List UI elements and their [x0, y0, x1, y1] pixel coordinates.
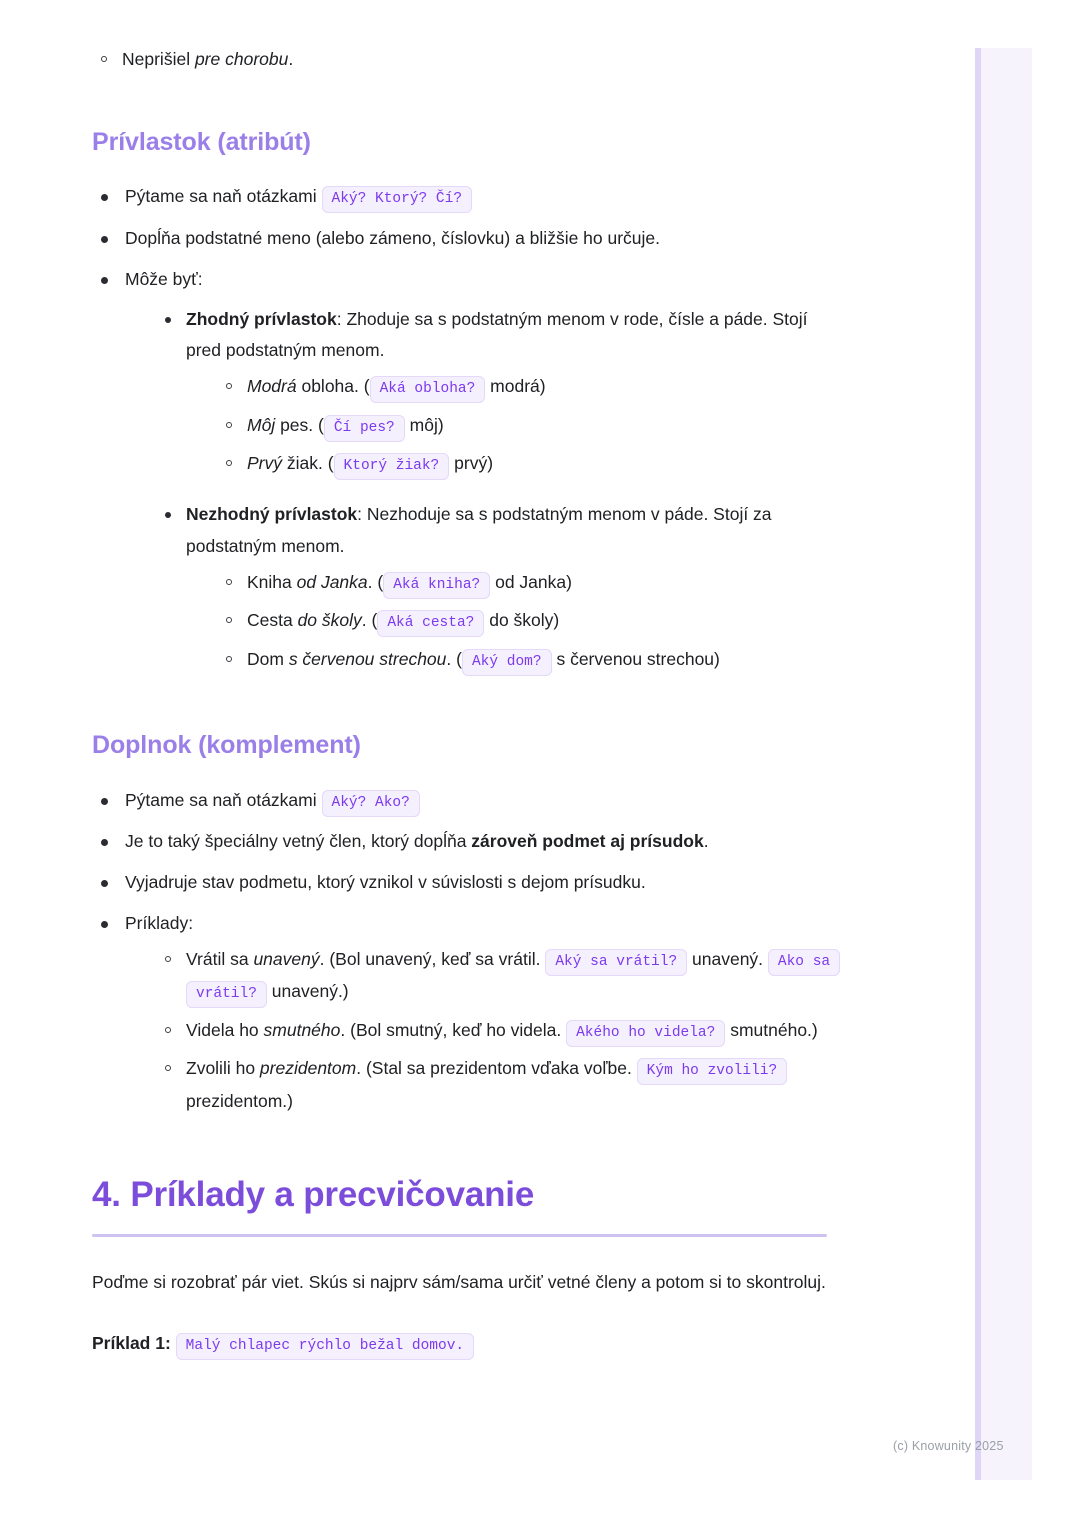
- bullet-text: Vyjadruje stav podmetu, ktorý vznikol v súvislosti s dejom prísudku.: [125, 872, 646, 893]
- example-text: . (: [446, 648, 462, 669]
- example-emphasis: Môj: [247, 414, 276, 435]
- bullet-bold: zároveň podmet aj prísudok: [471, 831, 704, 852]
- subtype-body: : Zhoduje sa s podstatným menom v rode, čísle a páde. Stojí pred podstatným menom.: [186, 308, 808, 361]
- list-item: [92, 785, 838, 818]
- example-emphasis: s červenou strechou: [288, 648, 447, 669]
- section-practice: [0, 1173, 930, 1237]
- privlastok-bullets: [0, 181, 930, 676]
- example-mid: unavený.: [687, 948, 768, 969]
- example-answer: prezidentom.): [186, 1091, 293, 1111]
- question-chip: Aký? Ako?: [322, 790, 420, 817]
- spacer: [0, 1237, 930, 1267]
- question-chip: Aký? Ktorý? Čí?: [322, 186, 473, 213]
- list-item: [156, 304, 838, 481]
- doplnok-bullets: [0, 785, 930, 1118]
- list-item: [156, 499, 838, 676]
- list-item: [217, 371, 838, 404]
- example-text: Dom: [247, 648, 289, 669]
- privlastok-subtypes: [156, 304, 838, 677]
- list-item: [217, 410, 838, 443]
- nezhodny-examples: [217, 567, 838, 677]
- list-item: [156, 1053, 838, 1117]
- zhodny-examples: [217, 371, 838, 481]
- example-line: [92, 1328, 838, 1361]
- question-chip: Akého ho videla?: [566, 1020, 725, 1047]
- list-item: [92, 223, 838, 255]
- example-sentence-chip: Malý chlapec rýchlo bežal domov.: [176, 1333, 474, 1360]
- bullet-text: Môže byť:: [125, 268, 203, 289]
- example-emphasis: Modrá: [247, 376, 297, 397]
- example-emphasis: smutného: [263, 1019, 341, 1040]
- list-item: [92, 181, 838, 214]
- subtype-label: Nezhodný prívlastok: [186, 503, 358, 524]
- question-chip: Čí pes?: [324, 415, 405, 442]
- page-title: 4. Príklady a precvičovanie: [92, 1174, 535, 1214]
- question-chip: Aká kniha?: [383, 572, 490, 599]
- spacer: [0, 762, 930, 785]
- subtype-label: Zhodný prívlastok: [186, 308, 337, 329]
- example-answer: modrá): [485, 376, 546, 397]
- subtype-body: : Nezhoduje sa s podstatným menom v páde. Stojí za podstatným menom.: [186, 503, 772, 556]
- example-answer: do školy): [484, 610, 560, 631]
- list-item: [156, 944, 838, 1009]
- example-text: . (: [361, 610, 378, 631]
- example-label: Príklad 1:: [92, 1333, 171, 1354]
- privlastok-list: [92, 181, 838, 676]
- example-emphasis: prezidentom: [259, 1058, 357, 1079]
- right-edge-panel: [975, 48, 1032, 1480]
- example-text: . (Bol smutný, keď ho videla.: [340, 1019, 567, 1040]
- example-text: Videla ho: [186, 1019, 264, 1040]
- example-answer: prvý): [449, 453, 494, 474]
- example-text: . (Bol unavený, keď sa vrátil.: [319, 948, 546, 969]
- bullet-text: Pýtame sa naň otázkami: [125, 789, 317, 810]
- bullet-text: Dopĺňa podstatné meno (alebo zámeno, číslovku) a bližšie ho určuje.: [125, 227, 661, 248]
- question-chip: Aký dom?: [462, 649, 552, 676]
- list-item: [217, 605, 838, 638]
- example-answer: môj): [404, 414, 444, 435]
- example-text: . (Stal sa prezidentom vďaka voľbe.: [356, 1058, 637, 1079]
- list-item: [92, 264, 838, 677]
- fragment-text-before: Neprišiel: [122, 49, 195, 69]
- question-chip: Aký sa vrátil?: [545, 949, 687, 976]
- list-item: [217, 448, 838, 481]
- spacer: [0, 82, 930, 126]
- example-answer: od Janka): [490, 571, 572, 592]
- example-text: Vrátil sa: [186, 948, 254, 969]
- section-privlastok: [0, 126, 930, 159]
- practice-intro: Poďme si rozobrať pár viet. Skús si najprv sám/sama určiť vetné členy a potom si to skontroluj.: [92, 1271, 826, 1292]
- spacer: [0, 1127, 930, 1173]
- example-text: obloha. (: [296, 376, 370, 397]
- question-chip: Aká cesta?: [377, 610, 484, 637]
- list-item: [92, 867, 838, 899]
- section-doplnok: [0, 729, 930, 762]
- section-heading-doplnok: Doplnok (komplement): [92, 731, 361, 760]
- doplnok-list: [92, 785, 838, 1118]
- list-item: [156, 1015, 838, 1048]
- example-emphasis: unavený: [253, 948, 320, 969]
- section-heading-privlastok: Prívlastok (atribút): [92, 127, 311, 156]
- example-emphasis: od Janka: [296, 571, 368, 592]
- question-chip: Ktorý žiak?: [334, 453, 450, 480]
- spacer: [0, 685, 930, 729]
- bullet-text: .: [703, 831, 709, 852]
- practice-example-block: [0, 1328, 930, 1361]
- example-text: Zvolili ho: [186, 1058, 260, 1079]
- example-text: pes. (: [275, 414, 324, 435]
- fragment-emphasis: pre chorobu: [194, 49, 289, 69]
- fragment-text-after: .: [288, 49, 294, 69]
- example-emphasis: do školy: [297, 610, 362, 631]
- list-item: [217, 567, 838, 600]
- continued-list: [92, 44, 838, 76]
- right-edge-accent-line: [975, 48, 981, 1480]
- spacer: [0, 158, 930, 181]
- example-text: Cesta: [247, 610, 298, 631]
- example-text: . (: [367, 571, 384, 592]
- copyright-watermark: (c) Knowunity 2025: [893, 1439, 1004, 1453]
- example-answer: smutného.): [725, 1019, 818, 1040]
- continued-list-block: [0, 44, 930, 76]
- question-chip: Aká obloha?: [370, 376, 486, 403]
- example-text: Kniha: [247, 571, 297, 592]
- practice-intro-block: [0, 1267, 930, 1299]
- list-item: [92, 826, 838, 858]
- bullet-text: Pýtame sa naň otázkami: [125, 186, 317, 207]
- bullet-text: Je to taký špeciálny vetný člen, ktorý dopĺňa: [125, 831, 472, 852]
- question-chip: Ako sa vrátil?: [186, 949, 840, 1009]
- example-answer: unavený.): [266, 981, 349, 1002]
- doplnok-examples: [156, 944, 838, 1118]
- example-answer: s červenou strechou): [551, 648, 720, 669]
- list-item: [92, 908, 838, 1118]
- bullet-text: Príklady:: [125, 912, 194, 933]
- spacer: [0, 1298, 930, 1328]
- list-item: [217, 644, 838, 677]
- example-text: žiak. (: [282, 453, 334, 474]
- question-chip: Kým ho zvolili?: [637, 1058, 788, 1085]
- example-emphasis: Prvý: [247, 453, 282, 474]
- list-item: [92, 44, 838, 76]
